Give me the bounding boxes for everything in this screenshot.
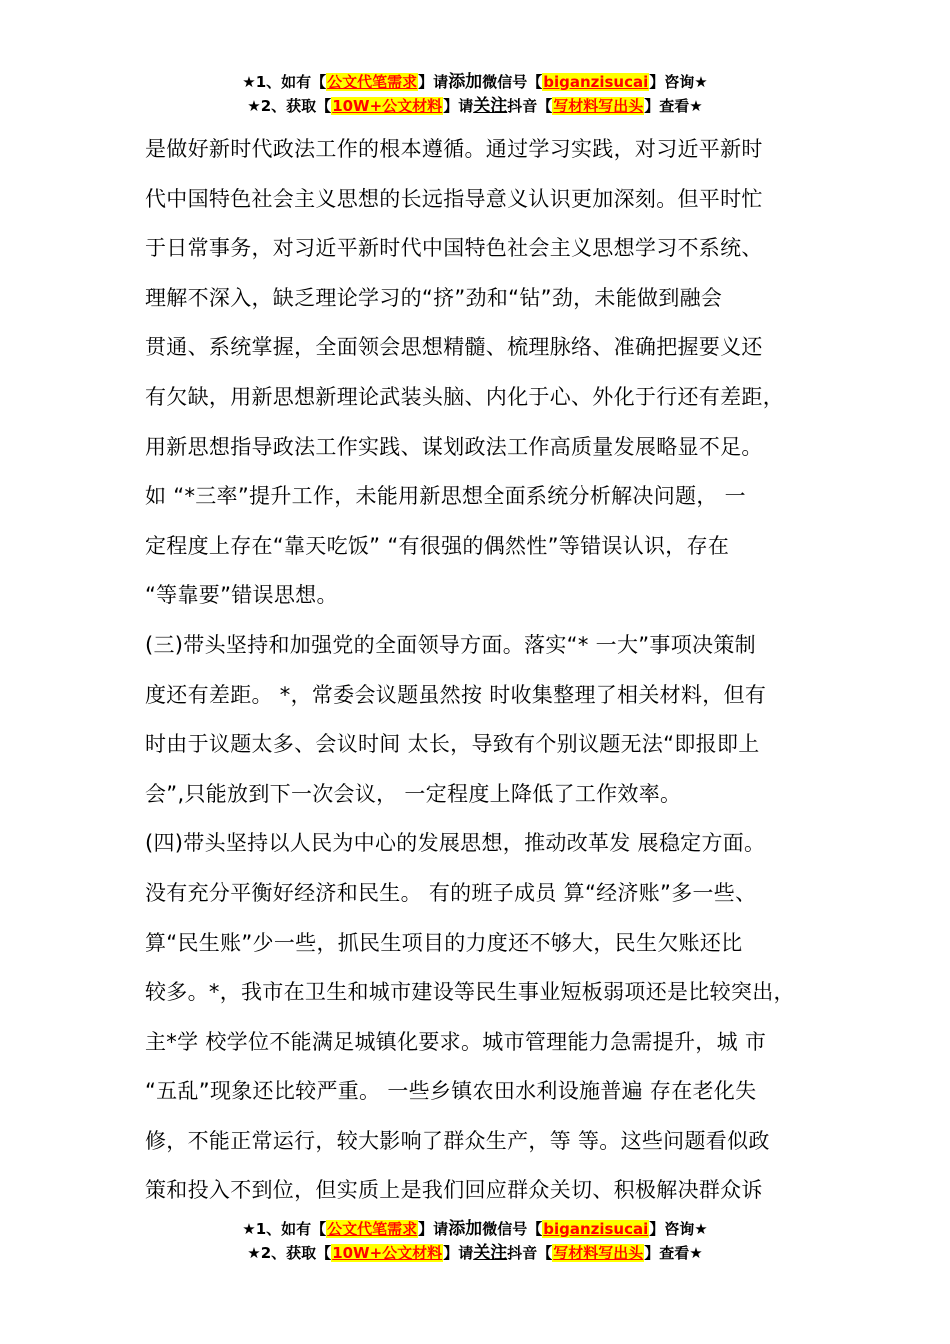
body-line: (三)带头坚持和加强党的全面领导方面。落实“* 一大”事项决策制	[145, 632, 756, 657]
body-line: 是做好新时代政法工作的根本遵循。通过学习实践，对习近平新时	[145, 137, 763, 161]
body-line: “等靠要”错误思想。	[145, 583, 338, 608]
banner-text: 微信号【	[482, 1220, 543, 1238]
banner-highlight: 公文代笔需求	[327, 1220, 418, 1238]
body-line: 代中国特色社会主义思想的长远指导意义认识更加深刻。但平时忙	[145, 186, 763, 211]
banner-text: 抖音【	[507, 1244, 553, 1262]
banner-highlight: 写材料写出头	[553, 1244, 644, 1262]
body-line: 定程度上存在“靠天吃饭” “有很强的偶然性”等错误认识，存在	[145, 533, 730, 558]
banner-emphasis: 关注	[473, 1243, 508, 1263]
document-body	[145, 125, 835, 1216]
banner-emphasis: 添加	[448, 1219, 483, 1239]
banner-text: ★1、如有【	[242, 1220, 327, 1238]
banner-highlight: biganzisucai	[543, 73, 649, 91]
banner-emphasis: 关注	[473, 96, 508, 116]
body-line: 用新思想指导政法工作实践、谋划政法工作高质量发展略显不足。	[145, 434, 763, 459]
body-line: 修，不能正常运行，较大影响了群众生产，等 等。这些问题看似政	[145, 1128, 770, 1153]
body-line: 主*学 校学位不能满足城镇化要求。城市管理能力急需提升，城 市	[145, 1029, 767, 1054]
banner-text: 微信号【	[482, 73, 543, 91]
banner-text: 】查看★	[644, 1244, 703, 1262]
body-line: 度还有差距。 *，常委会议题虽然按 时收集整理了相关材料，但有	[145, 682, 767, 707]
banner-highlight: biganzisucai	[543, 1220, 649, 1238]
body-line: 较多。*，我市在卫生和城市建设等民生事业短板弱项还是比较突出，	[145, 980, 795, 1005]
banner-text: 】请	[443, 1244, 474, 1262]
banner-text: 】咨询★	[649, 1220, 708, 1238]
banner-highlight: 10W+公文材料	[332, 1244, 443, 1262]
body-line: 策和投入不到位，但实质上是我们回应群众关切、积极解决群众诉	[145, 1178, 763, 1203]
banner-text: 】请	[418, 73, 449, 91]
body-line: 没有充分平衡好经济和民生。 有的班子成员 算“经济账”多一些、	[145, 880, 757, 905]
banner-text: ★1、如有【	[242, 73, 327, 91]
banner-text: ★2、获取【	[247, 97, 332, 115]
body-line: 理解不深入，缺乏理论学习的“挤”劲和“钻”劲，未能做到融会	[145, 285, 723, 310]
body-line: “五乱”现象还比较严重。 一些乡镇农田水利设施普遍 存在老化失	[145, 1079, 757, 1104]
footer-banner	[0, 1217, 950, 1265]
body-line: 时由于议题太多、会议时间 太长，导致有个别议题无法“即报即上	[145, 732, 760, 757]
banner-line-2	[0, 1241, 950, 1265]
banner-text: 】请	[418, 1220, 449, 1238]
banner-text: 】咨询★	[649, 73, 708, 91]
banner-highlight: 写材料写出头	[553, 97, 644, 115]
banner-text: 】查看★	[644, 97, 703, 115]
body-line: 算“民生账”少一些，抓民生项目的力度还不够大，民生欠账还比	[145, 930, 743, 955]
banner-line-2	[0, 94, 950, 118]
body-line: 有欠缺，用新思想新理论武装头脑、内化于心、外化于行还有差距，	[145, 384, 784, 409]
banner-text: 抖音【	[507, 97, 553, 115]
banner-highlight: 10W+公文材料	[332, 97, 443, 115]
body-line: 贯通、系统掌握，全面领会思想精髓、梳理脉络、准确把握要义还	[145, 335, 763, 360]
banner-text: 】请	[443, 97, 474, 115]
body-line: 会”,只能放到下一次会议， 一定程度上降低了工作效率。	[145, 781, 682, 806]
banner-line-1	[0, 70, 950, 94]
banner-text: ★2、获取【	[247, 1244, 332, 1262]
banner-emphasis: 添加	[448, 72, 483, 92]
header-banner	[0, 70, 950, 118]
banner-highlight: 公文代笔需求	[327, 73, 418, 91]
banner-line-1	[0, 1217, 950, 1241]
body-line: (四)带头坚持以人民为中心的发展思想，推动改革发 展稳定方面。	[145, 831, 766, 856]
body-line: 于日常事务，对习近平新时代中国特色社会主义思想学习不系统、	[145, 236, 763, 261]
body-line: 如 “*三率”提升工作，未能用新思想全面系统分析解决问题， 一	[145, 484, 746, 509]
